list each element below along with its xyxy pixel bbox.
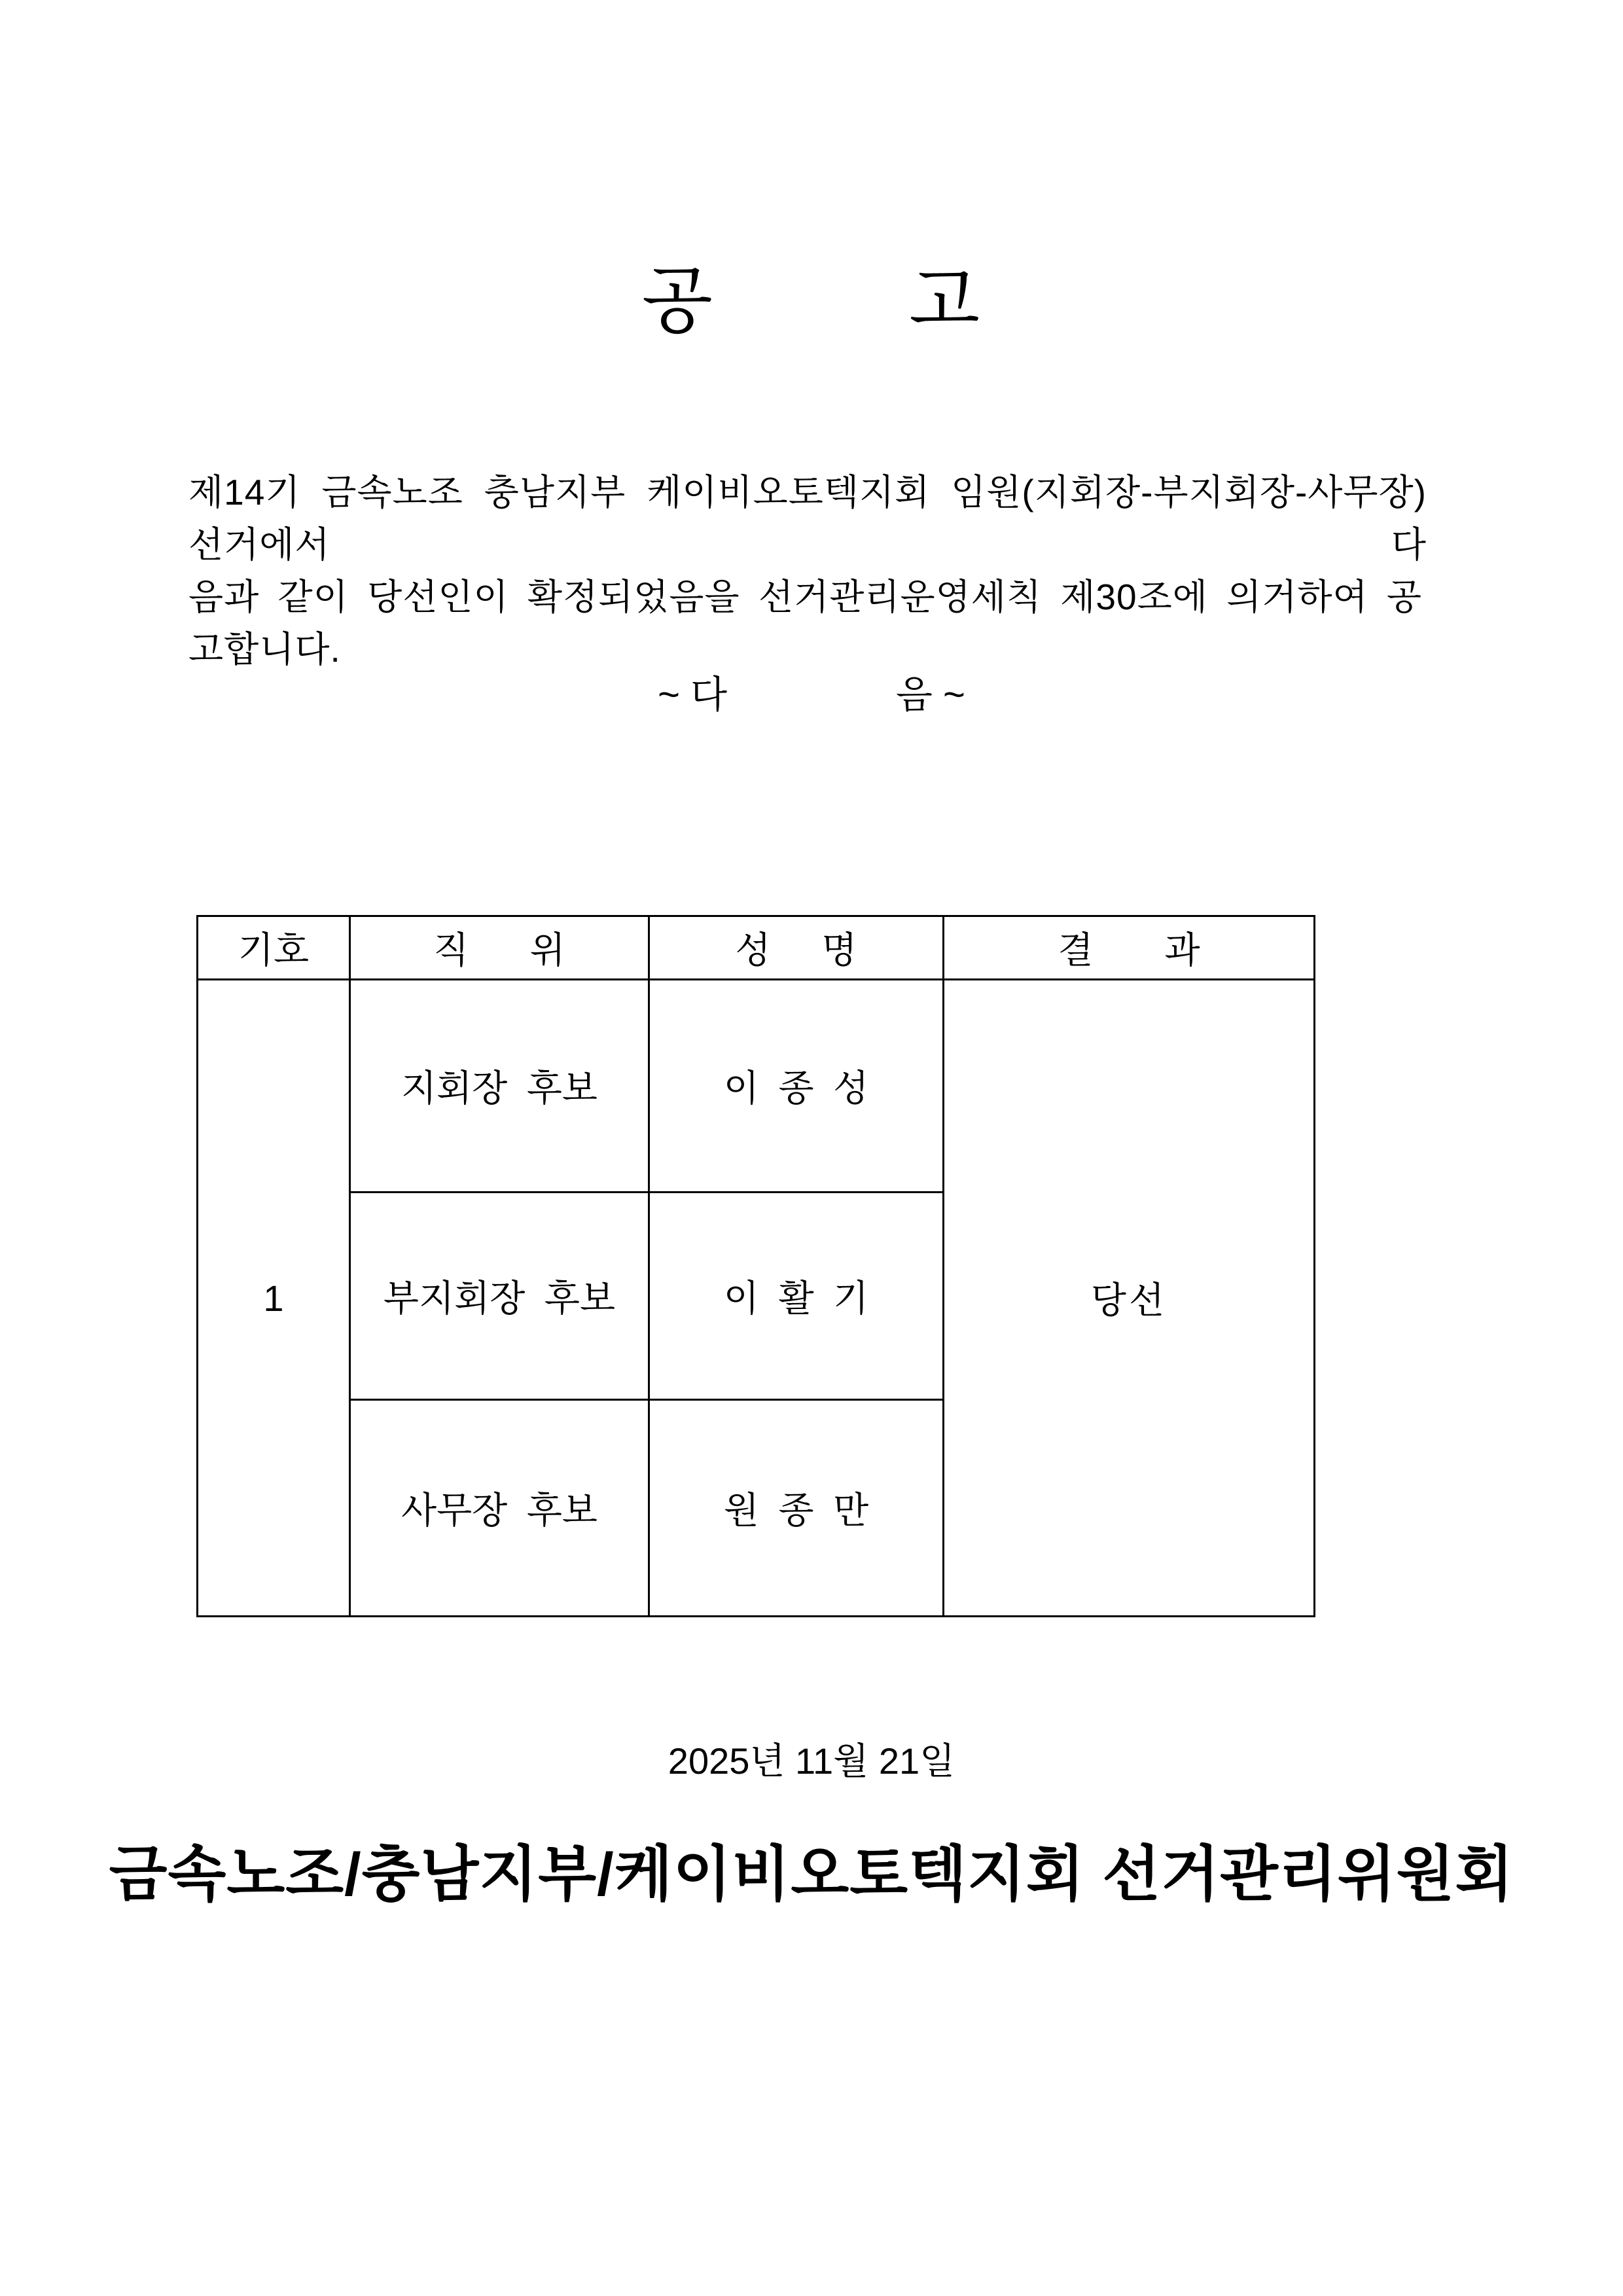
intro-paragraph xyxy=(188,466,1427,675)
header-result: 결 과 xyxy=(944,916,1315,980)
header-candidate-number: 기호 xyxy=(198,916,350,980)
table-row xyxy=(198,980,1315,1193)
document-title: 공 고 xyxy=(641,260,982,342)
position-cell: 사무장 후보 xyxy=(350,1400,649,1617)
intro-line-2: 음과 같이 당선인이 확정되었음을 선거관리운영세칙 제30조에 의거하여 공고합니다. xyxy=(188,577,1423,670)
name-cell: 원 종 만 xyxy=(649,1400,944,1617)
candidate-number-cell: 1 xyxy=(198,980,350,1617)
position-cell: 부지회장 후보 xyxy=(350,1193,649,1400)
intro-line-1: 제14기 금속노조 충남지부 케이비오토텍지회 임원(지회장-부지회장-사무장)선거에서 다 xyxy=(188,472,1427,565)
issuer-line: 금속노조/충남지부/케이비오토텍지회 선거관리위원회 xyxy=(109,1841,1514,1908)
result-cell: 당선 xyxy=(944,980,1315,1617)
daum-divider: ~ 다 음 ~ xyxy=(658,673,965,716)
name-cell: 이 종 성 xyxy=(649,980,944,1193)
name-cell: 이 활 기 xyxy=(649,1193,944,1400)
table-header-row xyxy=(198,916,1315,980)
header-name: 성 명 xyxy=(649,916,944,980)
header-position: 직 위 xyxy=(350,916,649,980)
election-result-table xyxy=(196,915,1315,1617)
position-cell: 지회장 후보 xyxy=(350,980,649,1193)
date-line: 2025년 11월 21일 xyxy=(668,1740,955,1782)
